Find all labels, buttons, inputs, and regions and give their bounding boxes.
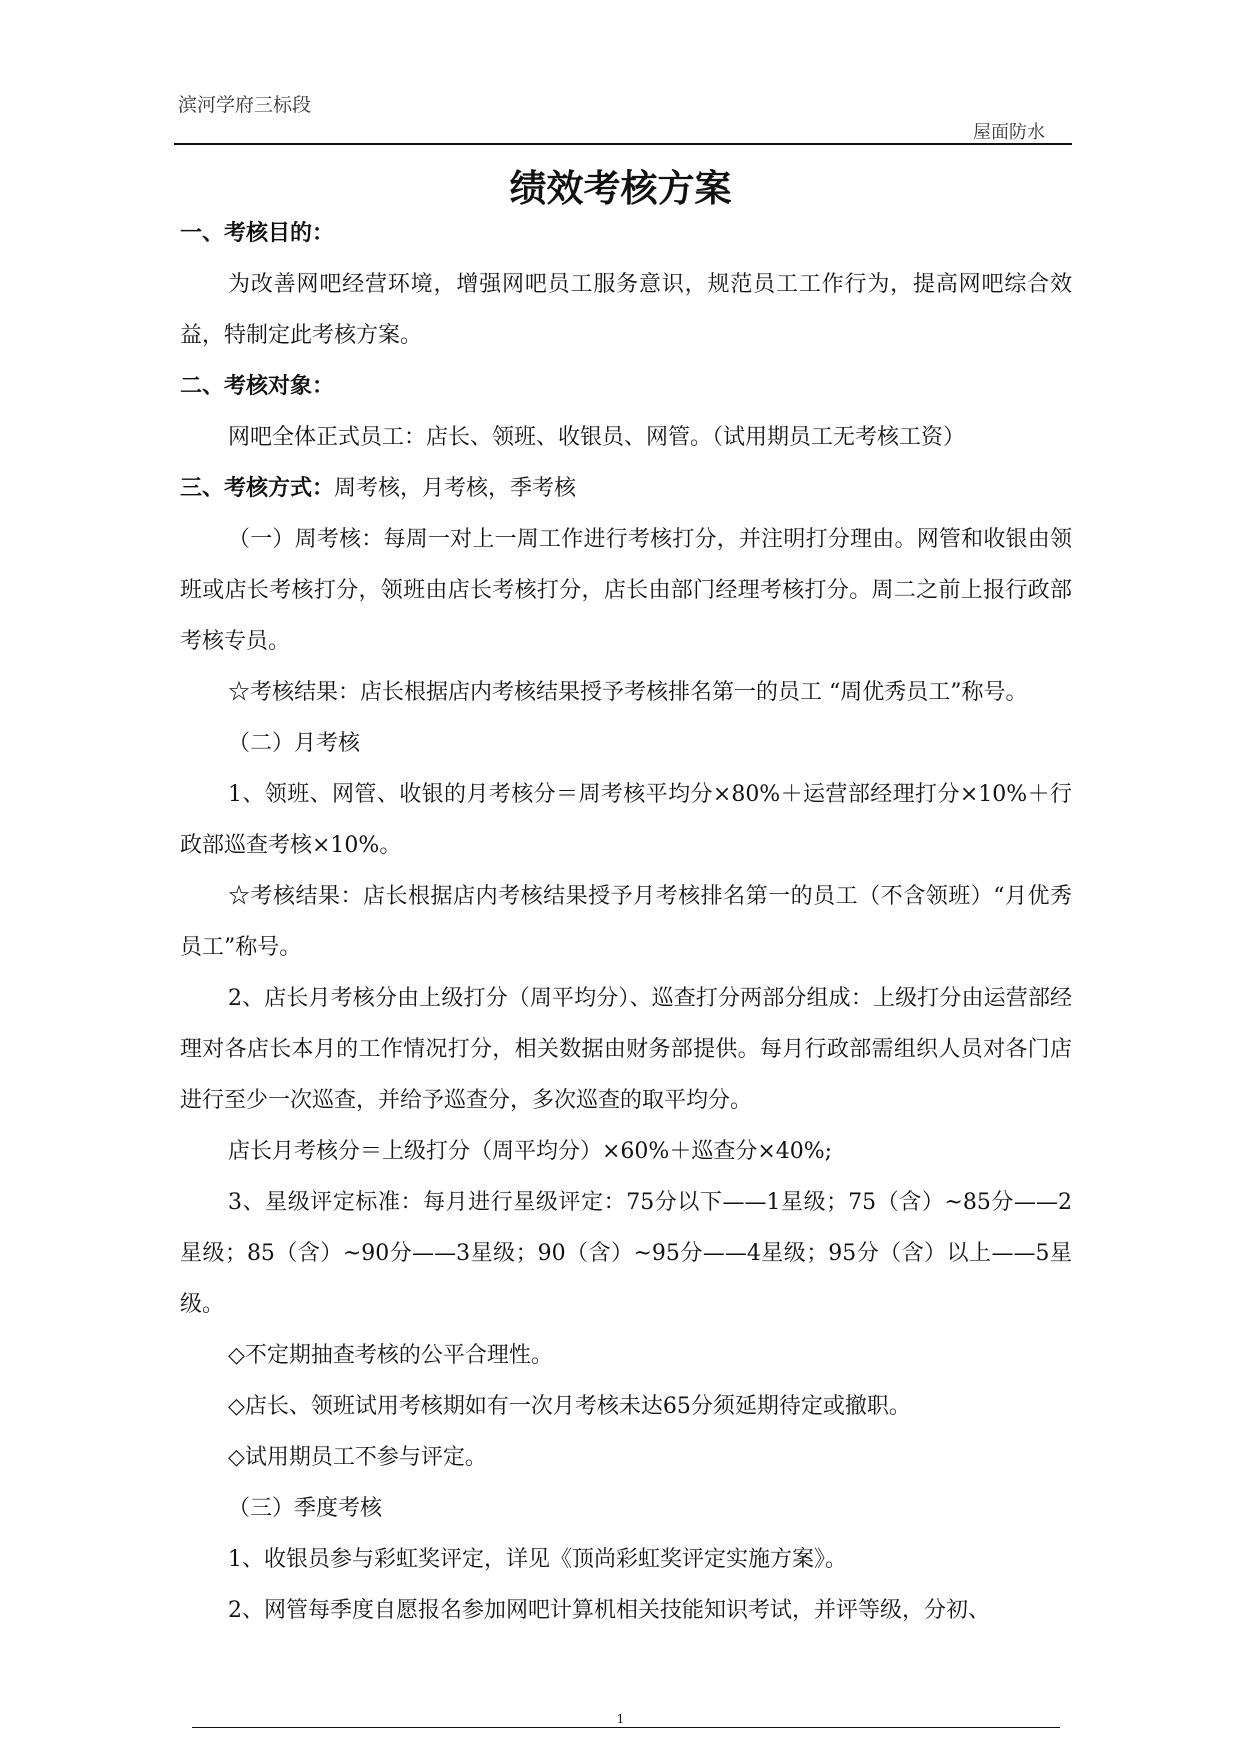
section-heading-method: 三、考核方式：: [180, 476, 335, 501]
section-heading-method-line: [180, 463, 1072, 514]
paragraph-monthly-result: ☆考核结果：店长根据店内考核结果授予月考核排名第一的员工（不含领班）“月优秀员工”称号。: [180, 884, 1072, 960]
paragraph-weekly-result: ☆考核结果：店长根据店内考核结果授予考核排名第一的员工 “周优秀员工”称号。: [228, 680, 1028, 705]
page-number: 1: [616, 1712, 625, 1726]
header-project-name: 滨河学府三标段: [178, 94, 312, 116]
section-heading-purpose: 一、考核目的：: [180, 221, 335, 246]
document-title: 绩效考核方案: [509, 167, 732, 210]
subheading-quarterly: （三）季度考核: [228, 1496, 383, 1521]
paragraph-monthly-formula: 店长月考核分＝上级打分（周平均分）×60%＋巡查分×40%;: [228, 1139, 833, 1164]
header-rule: [174, 143, 1072, 145]
footer-rule: [192, 1727, 1060, 1728]
subheading-monthly: （二）月考核: [228, 731, 361, 756]
paragraph-monthly-1: 1、领班、网管、收银的月考核分＝周考核平均分×80%＋运营部经理打分×10%＋行政部巡查考核×10%。: [180, 782, 1072, 858]
paragraph-target: 网吧全体正式员工：店长、领班、收银员、网管。（试用期员工无考核工资）: [228, 425, 966, 450]
section-heading-method-tail: 周考核，月考核，季考核: [334, 476, 577, 501]
paragraph-quarterly-2: 2、网管每季度自愿报名参加网吧计算机相关技能知识考试，并评等级，分初、: [228, 1598, 990, 1623]
note-2: ◇店长、领班试用考核期如有一次月考核未达65分须延期待定或撤职。: [228, 1394, 911, 1419]
paragraph-monthly-3: 3、星级评定标准：每月进行星级评定：75分以下——1星级；75（含）~85分——2星级；85（含）~90分——3星级；90（含）~95分——4星级；95分（含）以上——5星级。: [180, 1190, 1072, 1317]
paragraph-monthly-2: 2、店长月考核分由上级打分（周平均分）、巡查打分两部分组成：上级打分由运营部经理对各店长本月的工作情况打分，相关数据由财务部提供。每月行政部需组织人员对各门店进行至少一次巡查，并给予巡查分，多次巡查的取平均分。: [180, 986, 1072, 1113]
paragraph-weekly: （一）周考核：每周一对上一周工作进行考核打分，并注明打分理由。网管和收银由领班或店长考核打分，领班由店长考核打分，店长由部门经理考核打分。周二之前上报行政部考核专员。: [180, 527, 1072, 654]
section-heading-target: 二、考核对象：: [180, 374, 335, 399]
note-1: ◇不定期抽查考核的公平合理性。: [228, 1343, 553, 1368]
paragraph-purpose: 为改善网吧经营环境，增强网吧员工服务意识，规范员工工作行为，提高网吧综合效益，特制定此考核方案。: [180, 272, 1072, 348]
header-section-name: 屋面防水: [973, 122, 1045, 143]
paragraph-quarterly-1: 1、收银员参与彩虹奖评定，详见《顶尚彩虹奖评定实施方案》。: [228, 1547, 847, 1572]
document-body: [180, 208, 1072, 1636]
note-3: ◇试用期员工不参与评定。: [228, 1445, 487, 1470]
